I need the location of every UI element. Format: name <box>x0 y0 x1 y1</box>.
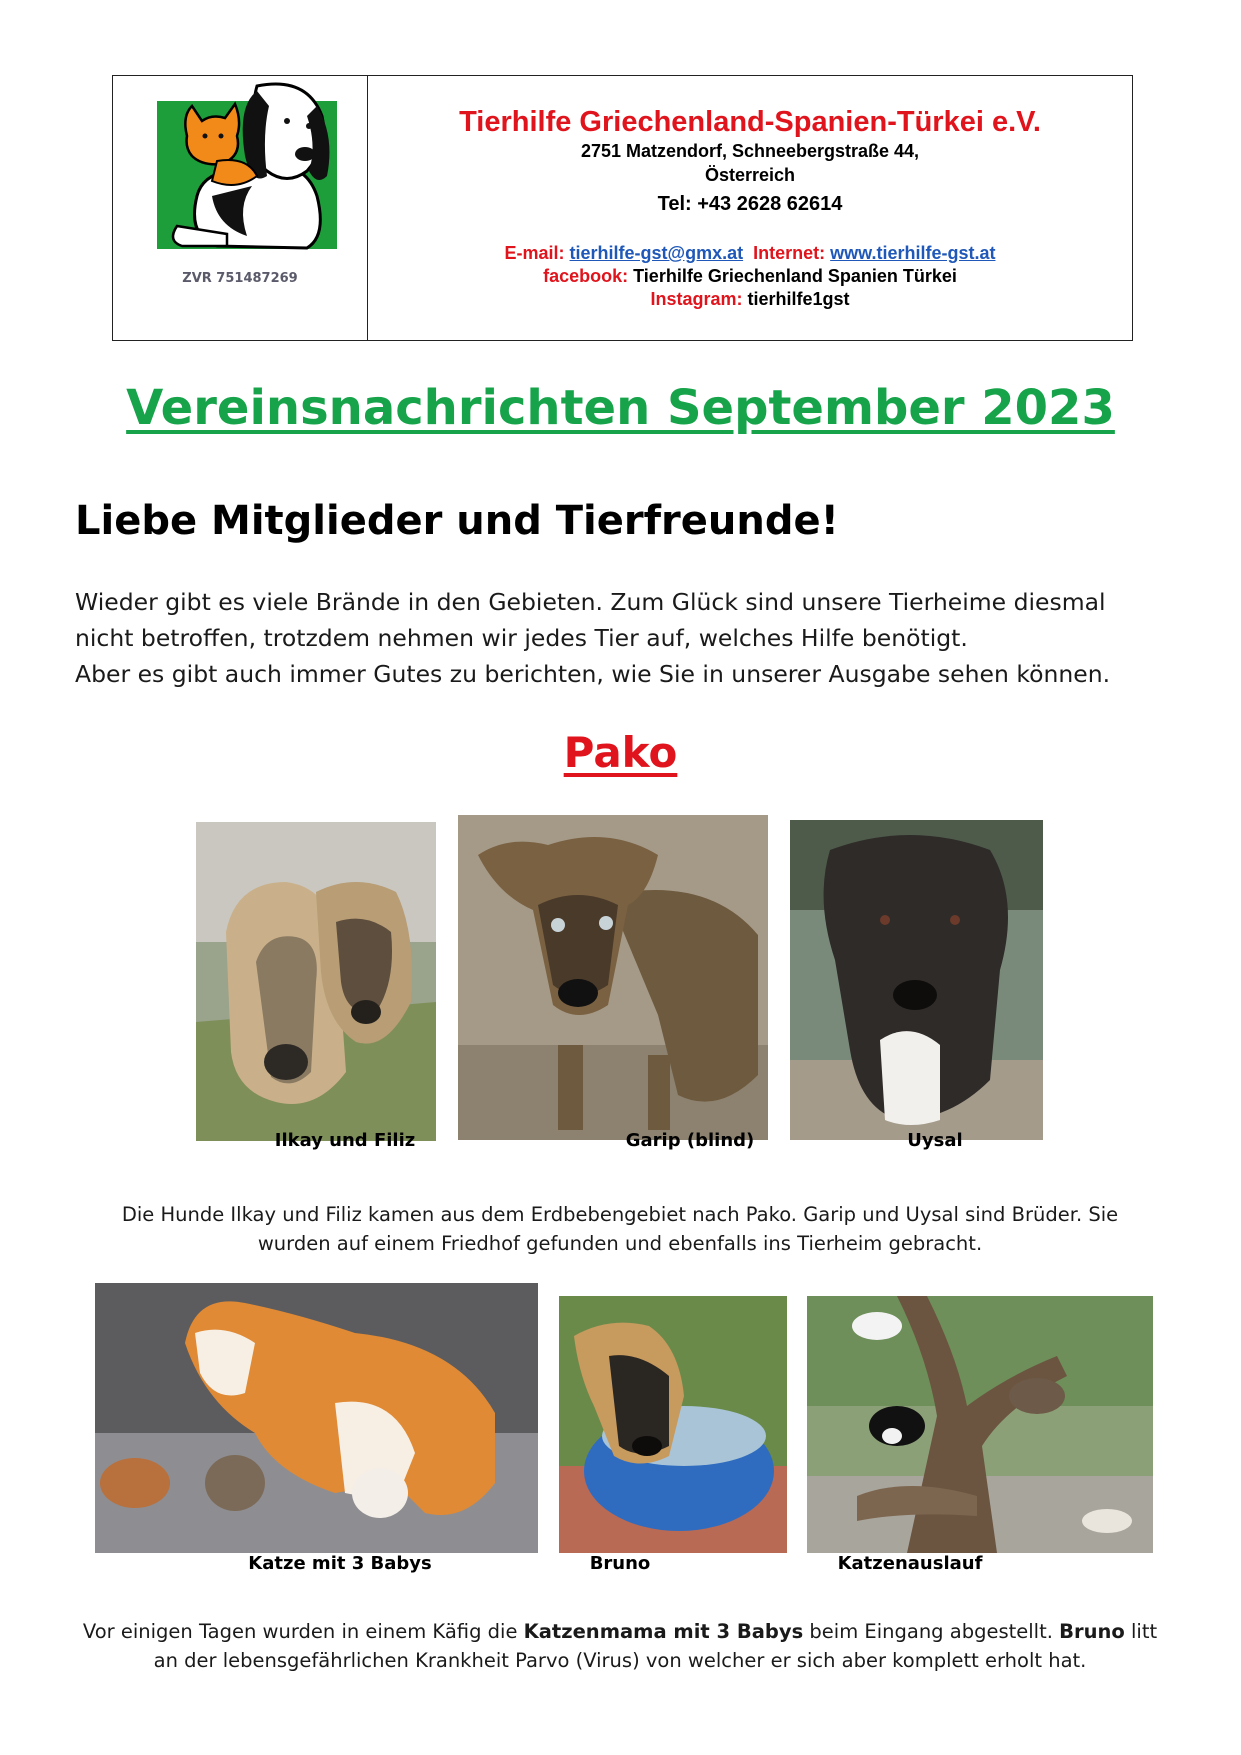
registration-number: ZVR 751487269 <box>182 271 298 286</box>
text-run-bold: Katzenmama mit 3 Babys <box>523 1620 804 1643</box>
contact-block <box>368 242 1132 311</box>
caption-uysal: Uysal <box>907 1130 963 1151</box>
section-title-pako: Pako <box>563 728 678 777</box>
text-run: Vor einigen Tagen wurden in einem Käfig die <box>82 1620 524 1643</box>
photo-uysal <box>790 820 1043 1140</box>
address-line-2: Österreich <box>704 165 796 185</box>
internet-label: Internet: <box>753 243 826 263</box>
instagram-name: tierhilfe1gst <box>747 289 850 309</box>
email-link[interactable]: tierhilfe-gst@gmx.at <box>569 243 744 263</box>
logo-cell <box>113 76 368 340</box>
text-run: litt <box>1124 1620 1158 1643</box>
paragraph-line <box>60 1617 1180 1646</box>
caption-cat-with-babies: Katze mit 3 Babys <box>248 1553 432 1574</box>
facebook-name: Tierhilfe Griechenland Spanien Türkei <box>633 266 957 286</box>
greeting-heading: Liebe Mitglieder und Tierfreunde! <box>75 498 839 544</box>
intro-line: Wieder gibt es viele Brände in den Gebieten. Zum Glück sind unsere Tierheime diesmal <box>75 588 1106 616</box>
photo-garip <box>458 815 768 1140</box>
paragraph-cats <box>60 1617 1180 1675</box>
instagram-line <box>368 288 1132 311</box>
photo-cat-enclosure <box>807 1296 1153 1553</box>
website-link[interactable]: www.tierhilfe-gst.at <box>830 243 996 263</box>
organization-logo <box>157 76 337 262</box>
photo-ilkay-filiz <box>196 822 436 1141</box>
facebook-line <box>368 265 1132 288</box>
photo-bruno <box>559 1296 787 1553</box>
text-run-bold: Bruno <box>1059 1620 1125 1643</box>
letterhead-info <box>368 76 1132 340</box>
paragraph-line: Die Hunde Ilkay und Filiz kamen aus dem Erdbebengebiet nach Pako. Garip und Uysal sind Brüder. Sie <box>121 1203 1119 1226</box>
caption-garip: Garip (blind) <box>625 1130 755 1151</box>
intro-line: Aber es gibt auch immer Gutes zu berichten, wie Sie in unserer Ausgabe sehen können. <box>75 660 1111 688</box>
paragraph-line: an der lebensgefährlichen Krankheit Parvo (Virus) von welcher er sich aber komplett erholt hat. <box>153 1649 1087 1672</box>
intro-paragraph <box>75 584 1175 692</box>
intro-line: nicht betroffen, trotzdem nehmen wir jedes Tier auf, welches Hilfe benötigt. <box>75 624 968 652</box>
facebook-label: facebook: <box>543 266 629 286</box>
instagram-label: Instagram: <box>650 289 743 309</box>
letterhead <box>112 75 1133 341</box>
text-run: beim Eingang abgestellt. <box>803 1620 1060 1643</box>
caption-bruno: Bruno <box>589 1553 651 1574</box>
email-label: E-mail: <box>504 243 565 263</box>
telephone: Tel: +43 2628 62614 <box>657 193 843 215</box>
address-line-1: 2751 Matzendorf, Schneebergstraße 44, <box>580 141 920 161</box>
paragraph-dogs <box>60 1200 1180 1258</box>
photo-cat-with-babies <box>95 1283 538 1553</box>
email-internet-line <box>368 242 1132 265</box>
caption-ilkay-filiz: Ilkay und Filiz <box>274 1130 416 1151</box>
paragraph-line: wurden auf einem Friedhof gefunden und ebenfalls ins Tierheim gebracht. <box>257 1232 983 1255</box>
newsletter-title: Vereinsnachrichten September 2023 <box>126 380 1115 436</box>
caption-cat-enclosure: Katzenauslauf <box>837 1553 983 1574</box>
organization-name: Tierhilfe Griechenland-Spanien-Türkei e.V. <box>459 106 1041 138</box>
